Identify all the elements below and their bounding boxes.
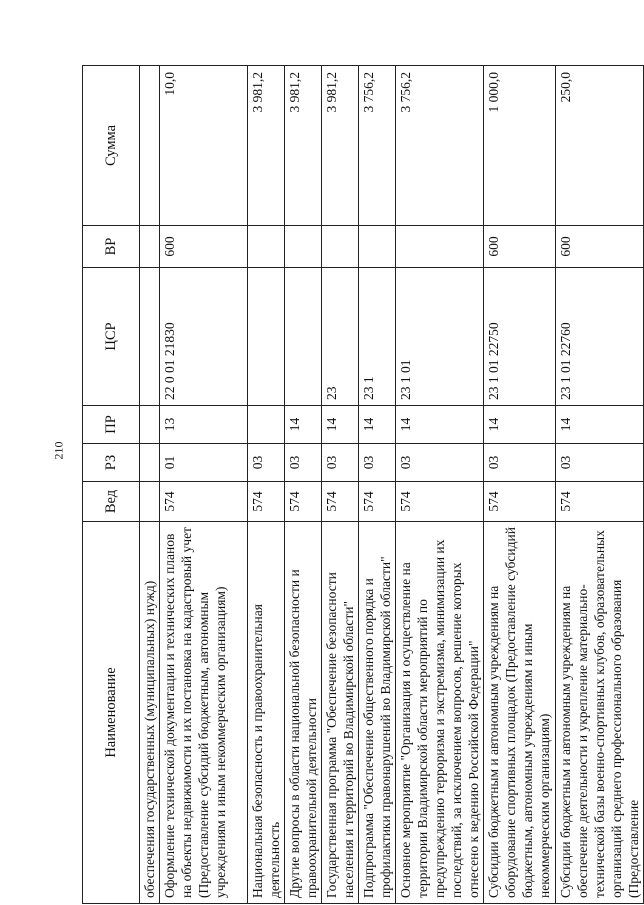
cell-ved: 574	[248, 482, 285, 522]
cell-ved: 574	[556, 482, 644, 522]
budget-table	[82, 65, 644, 904]
cell-csr: 23 1 01 22750	[484, 268, 556, 406]
cell-vr	[248, 226, 285, 268]
table-row	[285, 66, 322, 904]
cell-pr: 14	[285, 406, 322, 444]
cell-rz: 03	[484, 444, 556, 482]
cell-ved: 574	[322, 482, 359, 522]
cell-ved: 574	[484, 482, 556, 522]
header-vr: ВР	[83, 226, 140, 268]
cell-sum: 3 756,2	[396, 66, 484, 226]
table-row	[322, 66, 359, 904]
cell-pr: 14	[359, 406, 396, 444]
cell-name: Оформление технической документации и технических планов на объекты недвижимости и их постановка на кадастровый учет (Предоставление субсидий бюджетным, автономным учреждениям и иным некоммерческим организациям)	[160, 522, 248, 904]
cell-sum: 1 000,0	[484, 66, 556, 226]
table-row	[160, 66, 248, 904]
cell-rz: 03	[285, 444, 322, 482]
cell-sum	[140, 66, 160, 226]
cell-pr	[140, 406, 160, 444]
table-row	[248, 66, 285, 904]
cell-name: обеспечения государственных (муниципальных) нужд)	[140, 522, 160, 904]
cell-csr: 23	[322, 268, 359, 406]
cell-vr	[359, 226, 396, 268]
cell-name: Государственная программа "Обеспечение безопасности населения и территорий во Владимирской области"	[322, 522, 359, 904]
cell-name: Субсидии бюджетным и автономным учреждениям на обеспечение деятельности и укрепление материально-технической базы военно-спортивных клубов, образовательных организаций среднего профессионального образования (Предоставление	[556, 522, 644, 904]
cell-csr	[285, 268, 322, 406]
cell-pr: 14	[484, 406, 556, 444]
cell-ved: 574	[160, 482, 248, 522]
header-sum: Сумма	[83, 66, 140, 226]
cell-rz: 03	[396, 444, 484, 482]
cell-sum: 3 981,2	[285, 66, 322, 226]
cell-csr: 23 1 01	[396, 268, 484, 406]
cell-rz: 01	[160, 444, 248, 482]
table-row	[556, 66, 644, 904]
cell-csr: 23 1 01 22760	[556, 268, 644, 406]
cell-name: Основное мероприятие "Организация и осуществление на территории Владимирской области мероприятий по предупреждению терроризма и экстремизма, минимизации их последствий, за исключением вопросов, решение которых отнесено к ведению Российской Федерации"	[396, 522, 484, 904]
cell-pr: 14	[322, 406, 359, 444]
cell-ved: 574	[396, 482, 484, 522]
table-row	[484, 66, 556, 904]
cell-ved	[140, 482, 160, 522]
cell-vr: 600	[484, 226, 556, 268]
cell-name: Национальная безопасность и правоохранительная деятельность	[248, 522, 285, 904]
header-rz: РЗ	[83, 444, 140, 482]
cell-csr: 22 0 01 21830	[160, 268, 248, 406]
rotated-page-content	[82, 66, 641, 904]
cell-csr: 23 1	[359, 268, 396, 406]
table-row	[140, 66, 160, 904]
cell-csr	[248, 268, 285, 406]
cell-pr: 14	[556, 406, 644, 444]
cell-vr	[285, 226, 322, 268]
cell-name: Подпрограмма "Обеспечение общественного порядка и профилактики правонарушений во Владимирской области"	[359, 522, 396, 904]
cell-vr: 600	[160, 226, 248, 268]
cell-rz	[140, 444, 160, 482]
cell-name: Субсидии бюджетным и автономным учреждениям на оборудование спортивных площадок (Предоставление субсидий бюджетным, автономным учреждениям и иным некоммерческим организациям)	[484, 522, 556, 904]
header-csr: ЦСР	[83, 268, 140, 406]
cell-sum: 3 756,2	[359, 66, 396, 226]
header-pr: ПР	[83, 406, 140, 444]
cell-sum: 10,0	[160, 66, 248, 226]
cell-vr	[396, 226, 484, 268]
header-ved: Вед	[83, 482, 140, 522]
cell-pr: 14	[396, 406, 484, 444]
cell-csr	[140, 268, 160, 406]
cell-sum: 250,0	[556, 66, 644, 226]
cell-rz: 03	[322, 444, 359, 482]
cell-rz: 03	[359, 444, 396, 482]
table-row	[396, 66, 484, 904]
cell-rz: 03	[556, 444, 644, 482]
cell-vr	[322, 226, 359, 268]
cell-name: Другие вопросы в области национальной безопасности и правоохранительной деятельности	[285, 522, 322, 904]
table-row	[359, 66, 396, 904]
cell-sum: 3 981,2	[248, 66, 285, 226]
cell-vr	[140, 226, 160, 268]
cell-vr: 600	[556, 226, 644, 268]
cell-pr	[248, 406, 285, 444]
page-number: 210	[51, 441, 66, 460]
cell-sum: 3 981,2	[322, 66, 359, 226]
table-header-row	[83, 66, 140, 904]
header-name: Наименование	[83, 522, 140, 904]
cell-rz: 03	[248, 444, 285, 482]
cell-pr: 13	[160, 406, 248, 444]
cell-ved: 574	[285, 482, 322, 522]
cell-ved: 574	[359, 482, 396, 522]
